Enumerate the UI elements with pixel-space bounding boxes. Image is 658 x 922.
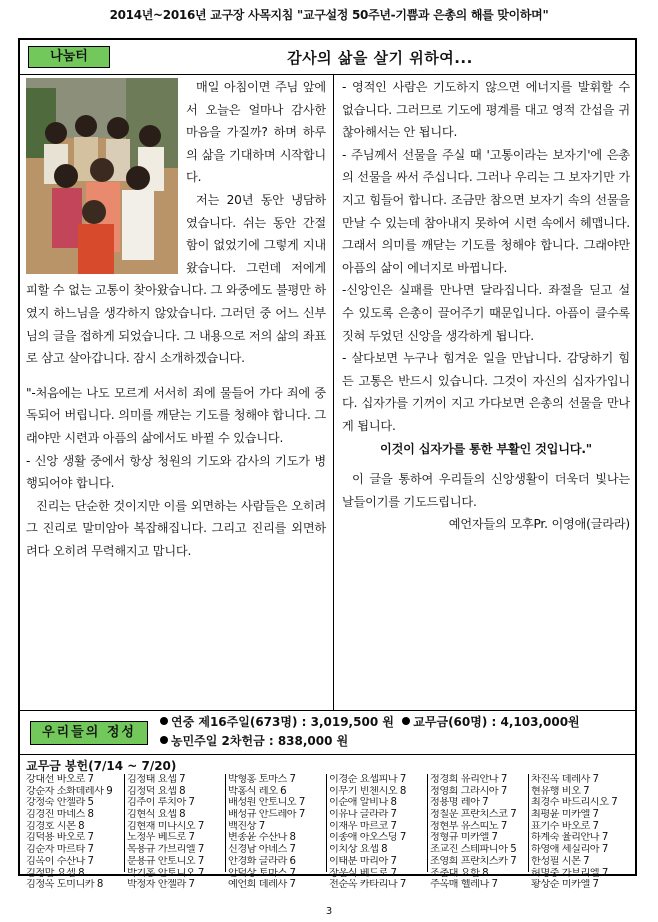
table-cell: 김경진 마네스 8 (26, 809, 94, 821)
table-cell: 김현식 요셉 8 (127, 809, 186, 821)
table-column (228, 774, 328, 891)
table-cell: 정현부 유스띠노 7 (430, 820, 507, 832)
table-column-divider (326, 774, 327, 872)
table-cell: 김순자 마르타 7 (26, 844, 94, 856)
table-cell: 허명중 가브리엘 7 (531, 867, 608, 879)
article-title: 감사의 삶을 살기 위하여... (287, 49, 473, 67)
offering-section (20, 710, 635, 755)
table-cell: 이치상 요셉 8 (329, 844, 388, 856)
bullet-icon (160, 717, 168, 725)
table-cell: 최경수 바드리시오 7 (531, 797, 618, 809)
table-cell: 장운식 베드로 7 (329, 867, 397, 879)
table-cell: 최평윤 미카엘 7 (531, 809, 599, 821)
table-cell: 안덕상 토마스 7 (228, 867, 296, 879)
table-cell: 조교진 스테파니아 5 (430, 844, 517, 856)
table-cell: 박정자 안젤라 7 (127, 879, 195, 891)
title-bar (20, 40, 635, 75)
table-cell: 신경남 아녜스 7 (228, 844, 296, 856)
table-cell: 김주이 루치아 7 (127, 797, 195, 809)
table-column (329, 774, 429, 891)
table-cell: 김정태 요셉 7 (127, 774, 186, 785)
table-cell: 차진옥 데레사 7 (531, 774, 599, 785)
table-column-divider (124, 774, 125, 872)
table-column-divider (225, 774, 226, 872)
table-cell: 전순옥 카타리나 7 (329, 879, 406, 891)
table-cell: 백진상 7 (228, 820, 265, 832)
table-cell: 하계숙 율리안나 7 (531, 832, 608, 844)
bullet-icon (402, 717, 410, 725)
table-cell: 김현재 미나시오 7 (127, 820, 204, 832)
right-paragraph-2: - 주님께서 선물을 주실 때 '고통이라는 보자기'에 은총의 선물을 싸서 주십니다. 그러나 우리는 그 보자기만 가지고 힘들어 합니다. 조금만 참으면 보자기 속의 선물을 만날 수 있는데 참아내지 못하여 시련 속에서 헤맵니다. 그래서 의미를 깨닫는 기도를 청해야 합니다. 그래야만 아픔의 삶이 에너지로 바뀝니다. (342, 147, 630, 275)
table-cell: 조춘대 요한 8 (430, 867, 489, 879)
article-frame (18, 38, 637, 891)
table-cell: 한성필 시몬 7 (531, 855, 590, 867)
table-cell: 정용명 레아 7 (430, 797, 489, 809)
table-cell: 김정덕 요셉 8 (127, 785, 186, 797)
table-cell: 현유행 비오 7 (531, 785, 590, 797)
table-cell: 김옥이 수산나 7 (26, 855, 94, 867)
table-cell: 강정숙 안젤라 5 (26, 797, 94, 809)
offering-tag: 우리들의 정성 (30, 721, 148, 745)
table-cell: 김경호 시몬 8 (26, 820, 85, 832)
page-header: 2014년~2016년 교구장 사목지침 "교구설정 50주년-기쁨과 은총의 해를 맞이하며" (109, 8, 549, 22)
table-cell: 정영희 그라시아 7 (430, 785, 507, 797)
table-cell: 변종윤 수산나 8 (228, 832, 296, 844)
table-cell: 이순애 알비나 8 (329, 797, 397, 809)
table-column (531, 774, 631, 891)
left-column (26, 76, 326, 562)
table-cell: 노정우 베드로 7 (127, 832, 195, 844)
right-closing: 이 글을 통하여 우리들의 신앙생활이 더욱더 빛나는 날들이기를 기도드립니다. (342, 472, 630, 509)
offering-farmers: 농민주일 2차헌금 : 838,000 원 (171, 734, 349, 748)
table-cell: 강대선 바오로 7 (26, 774, 94, 785)
left-paragraph-4: - 신앙 생활 중에서 항상 청원의 기도와 감사의 기도가 병행되어야 합니다. (26, 453, 326, 491)
column-divider (333, 74, 334, 710)
table-cell: 김정옥 도미니카 8 (26, 879, 103, 891)
table-cell: 박형홍 토마스 7 (228, 774, 296, 785)
table-cell: 정경희 유리안나 7 (430, 774, 507, 785)
author-line: 예언자들의 모후Pr. 이영애(글라라) (448, 517, 630, 532)
offering-gyomu: 교무금(60명) : 4,103,000원 (413, 715, 580, 729)
table-cell: 강순자 소화데레사 9 (26, 785, 113, 797)
table-cell: 이유나 글라라 7 (329, 809, 397, 821)
table-cell: 이종애 아오스딩 7 (329, 832, 406, 844)
offering-lines (160, 713, 580, 751)
right-paragraph-1: - 영적인 사람은 기도하지 않으면 에너지를 발휘할 수 없습니다. 그러므로 기도에 평계를 대고 영적 간섭을 귀찮아해서는 안 됩니다. (342, 80, 630, 140)
table-column (430, 774, 530, 891)
table-cell: 표기수 바오로 7 (531, 820, 599, 832)
table-cell: 김정만 요셉 8 (26, 867, 85, 879)
table-column (127, 774, 227, 891)
table-cell: 황상순 미카엘 7 (531, 879, 599, 891)
left-paragraph-5: 진리는 단순한 것이지만 이를 외면하는 사람들은 오히려 그 진리로 말미암아 복잡해집니다. 그리고 진리를 외면하려다 오히려 무력해지고 맙니다. (26, 498, 326, 558)
table-cell: 목용규 가브리엘 7 (127, 844, 204, 856)
left-paragraph-2: 저는 20년 동안 냉담하였습니다. 쉬는 동안 간절함이 없었기에 그렇게 지내왔습니다. 그런데 저에게 피할 수 없는 고통이 찾아왔습니다. 그 와중에도 불평만 하였지 하느님을 생각하지 않았습니다. 그러던 중 어느 신부님의 글을 접하게 되었습니다. 그 내용으로 저의 삶의 좌표로 삼고 살아갑니다. 잠시 소개하겠습니다. (26, 192, 326, 366)
section-tag: 나눔터 (28, 46, 110, 68)
table-cell: 정칠운 프란치스코 7 (430, 809, 517, 821)
table-column-divider (528, 774, 529, 872)
right-paragraph-3: -신앙인은 실패를 만나면 달라집니다. 좌절을 딛고 설 수 있도록 은총이 끌어주기 때문입니다. 아픔이 클수록 짓혀 두었던 신앙을 생각하게 됩니다. (342, 283, 630, 343)
table-cell: 배성규 안드레아 7 (228, 809, 305, 821)
right-column (342, 76, 630, 536)
table-cell: 이경순 요셉피나 7 (329, 774, 406, 785)
table-cell: 이태분 마리아 7 (329, 855, 397, 867)
left-paragraph-1: 매일 아침이면 주님 앞에서 오늘은 얼마나 감사한 마음을 가질까? 하며 하루의 삶을 기대하며 시작합니다. (186, 80, 326, 185)
group-photo (26, 78, 178, 274)
table-column-divider (427, 774, 428, 872)
table-cell: 박기홍 안토니오 7 (127, 867, 204, 879)
table-cell: 문용규 안토니오 7 (127, 855, 204, 867)
table-cell: 주옥매 헬레나 7 (430, 879, 498, 891)
gyomu-table (20, 754, 635, 891)
table-cell: 박홍식 레오 6 (228, 785, 287, 797)
table-cell: 배성원 안토니오 7 (228, 797, 305, 809)
table-cell: 안경화 글라라 6 (228, 855, 296, 867)
table-cell: 예언희 데레사 7 (228, 879, 296, 891)
right-bold-line: 이것이 십자가를 통한 부활인 것입니다." (380, 441, 592, 456)
table-cell: 이무기 빈첸시오 8 (329, 785, 406, 797)
table-cell: 하영애 세실리아 7 (531, 844, 608, 856)
table-cell: 정형규 미카엘 7 (430, 832, 498, 844)
bullet-icon (160, 736, 168, 744)
page-number: 3 (325, 906, 333, 917)
table-cell: 김덕용 바오로 7 (26, 832, 94, 844)
table-column (26, 774, 126, 891)
right-paragraph-4: - 살다보면 누구나 힘겨운 일을 만납니다. 감당하기 힘든 고통은 반드시 있습니다. 그것이 자신의 십자가입니다. 십자가를 기꺼이 지고 가다보면 은총의 선물을 만나게 됩니다. (342, 351, 630, 433)
table-cell: 조영희 프란치스카 7 (430, 855, 517, 867)
table-title: 교무금 봉헌(7/14 ~ 7/20) (26, 759, 177, 773)
table-cell: 이재우 마르코 7 (329, 820, 397, 832)
offering-sunday: 연중 제16주일(673명) : 3,019,500 원 (171, 715, 394, 729)
left-paragraph-3: "-처음에는 나도 모르게 서서히 죄에 물들어 가다 죄에 중독되어 버립니다. 의미를 깨닫는 기도를 청해야 합니다. 그래야만 시련과 아픔의 삶에서도 바뀔 수 있습니다. (26, 385, 326, 445)
